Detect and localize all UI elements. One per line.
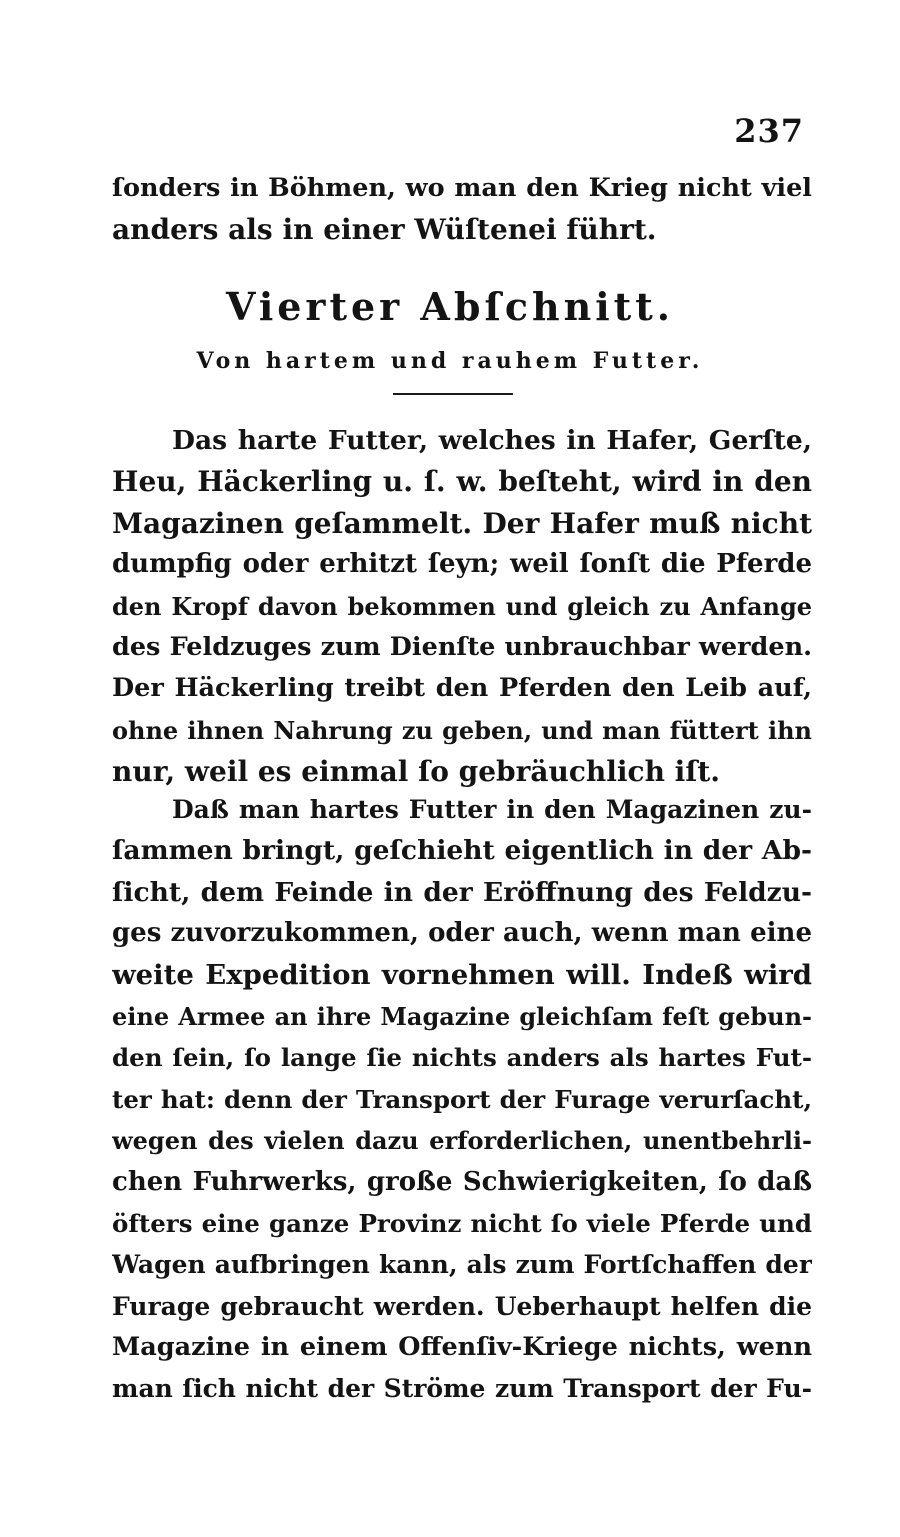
text-line: ſammen bringt, geſchieht eigentlich in der Ab- bbox=[112, 835, 812, 867]
text-line: weite Expedition vornehmen will. Indeß wird bbox=[112, 958, 812, 991]
text-line: eine Armee an ihre Magazine gleichſam feſt gebun- bbox=[112, 1001, 812, 1031]
text-line: den Kropf davon bekommen und gleich zu Anfange bbox=[112, 591, 812, 621]
text-line: Magazine in einem Offenſiv-Kriege nichts, wenn bbox=[112, 1332, 812, 1363]
text-line: chen Fuhrwerks, große Schwierigkeiten, ſo daß bbox=[112, 1166, 812, 1197]
text-line: Heu, Häckerling u. ſ. w. beſteht, wird in den bbox=[112, 465, 812, 499]
text-line: Das harte Futter, welches in Hafer, Gerſte, bbox=[172, 425, 812, 456]
text-line: Furage gebraucht werden. Ueberhaupt helfen die bbox=[112, 1291, 812, 1321]
text-line: man ſich nicht der Ströme zum Transport der Fu- bbox=[112, 1374, 812, 1404]
text-line: Magazinen geſammelt. Der Hafer muß nicht bbox=[112, 506, 812, 540]
text-line: nur, weil es einmal ſo gebräuchlich iſt. bbox=[112, 755, 721, 789]
text-line: ſonders in Böhmen, wo man den Krieg nicht viel bbox=[112, 173, 812, 203]
text-line: Der Häckerling treibt den Pferden den Leib auf, bbox=[112, 673, 812, 704]
text-line: ohne ihnen Nahrung zu geben, und man füttert ihn bbox=[112, 715, 812, 745]
text-line: ges zuvorzukommen, oder auch, wenn man eine bbox=[112, 918, 812, 949]
text-line: wegen des vielen dazu erforderlichen, unentbehrli- bbox=[112, 1126, 812, 1156]
page-number: 237 bbox=[734, 112, 804, 150]
paragraph-2 bbox=[112, 789, 812, 1410]
paragraph-1 bbox=[112, 420, 812, 793]
text-line: des Feldzuges zum Dienſte unbrauchbar werden. bbox=[112, 631, 812, 662]
text-line: dumpfig oder erhitzt ſeyn; weil ſonſt die Pferde bbox=[112, 549, 812, 580]
text-line: Wagen aufbringen kann, als zum Fortſchaffen der bbox=[112, 1250, 812, 1280]
section-heading: Vierter Abſchnitt. bbox=[226, 284, 674, 329]
text-line: den ſein, ſo lange ſie nichts anders als hartes Fut- bbox=[112, 1043, 812, 1073]
text-line: Daß man hartes Futter in den Magazinen zu- bbox=[172, 795, 812, 824]
text-line: ſicht, dem Feinde in der Eröffnung des Feldzu- bbox=[112, 876, 812, 908]
intro-text bbox=[112, 168, 812, 251]
text-line: öfters eine ganze Provinz nicht ſo viele Pferde und bbox=[112, 1208, 812, 1238]
section-subheading: Von hartem und rauhem Futter. bbox=[196, 348, 704, 374]
text-line: anders als in einer Wüſtenei führt. bbox=[112, 213, 657, 247]
divider-rule bbox=[393, 393, 513, 395]
text-line: ter hat: denn der Transport der Furage verurſacht, bbox=[112, 1084, 812, 1114]
